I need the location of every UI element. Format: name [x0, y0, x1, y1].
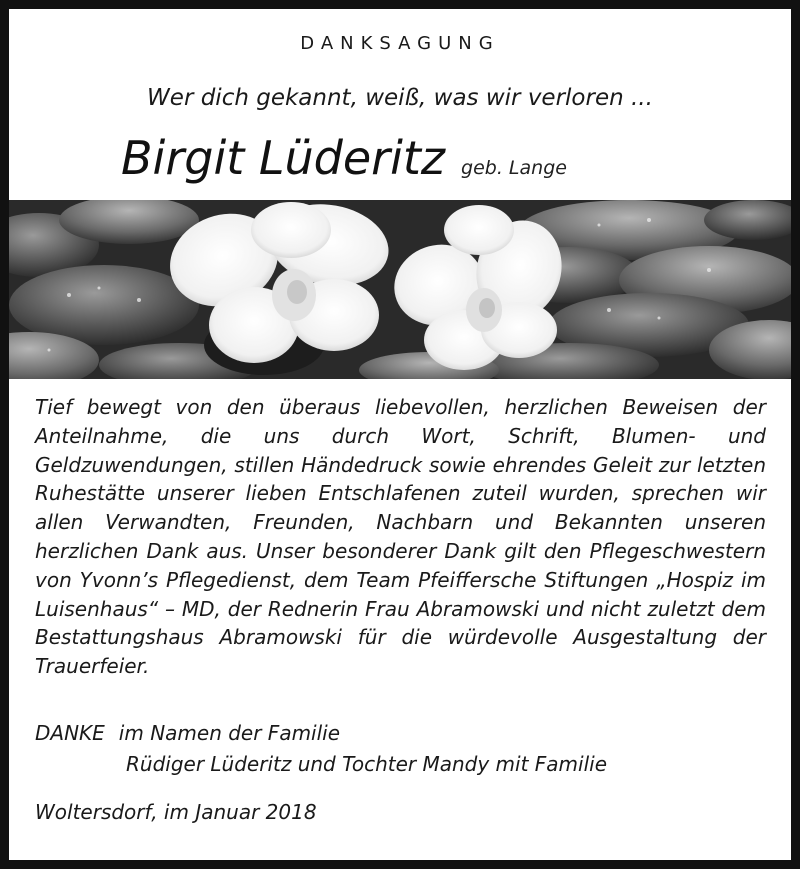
thanks-word: DANKE: [35, 721, 105, 745]
orchid-photo: [9, 200, 791, 379]
notice-heading: DANKSAGUNG: [300, 33, 500, 54]
deceased-name-line: [121, 131, 567, 185]
orchid-stones-image: [9, 200, 791, 379]
family-names: Rüdiger Lüderitz und Tochter Mandy mit Familie: [126, 752, 608, 776]
memorial-quote: Wer dich gekannt, weiß, was wir verloren ...: [147, 85, 653, 111]
place-date: Woltersdorf, im Januar 2018: [35, 800, 317, 824]
signature-line: [35, 718, 607, 749]
on-behalf-text: im Namen der Familie: [118, 721, 341, 745]
birth-name: geb. Lange: [461, 157, 567, 179]
notice-header: [9, 9, 791, 200]
thank-you-text: Tief bewegt von den überaus liebevollen, herzlichen Beweisen der Anteilnahme, die uns durch Wort, Schrift, Blumen- und Geldzuwendungen, stillen Händedruck sowie ehrendes Geleit zur letzten Ruhestätte unserer lieben Entschlafenen zuteil wurden, sprechen wir allen Verwandten, Freunden, Nachbarn und Bekannten unseren herzlichen Dank aus. Unser besonderer Dank gilt den Pflegeschwestern von Yvonn’s Pflegedienst, dem Team Pfeiffersche Stiftungen „Hospiz im Luisenhaus“ – MD, der Rednerin Frau Abramowski und nicht zuletzt dem Bestattungshaus Abramowski für die würdevolle Ausgestaltung der Trauerfeier.: [35, 395, 766, 679]
deceased-name: Birgit Lüderitz: [121, 131, 446, 185]
signature-block: [35, 718, 607, 780]
